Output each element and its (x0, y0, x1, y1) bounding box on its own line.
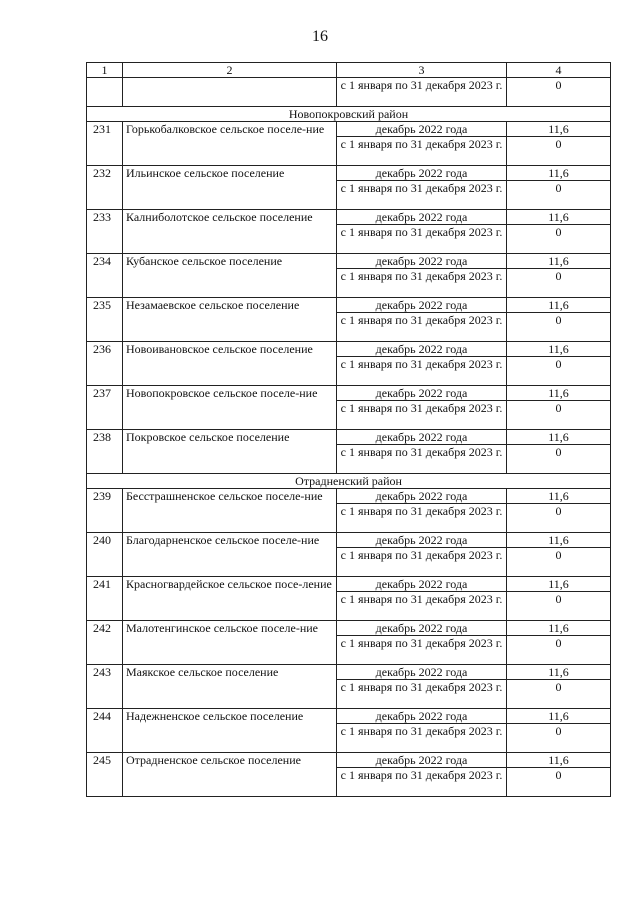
value-december-2022: 11,6 (507, 298, 611, 313)
table-row (87, 210, 611, 225)
period-december-2022: декабрь 2022 года (337, 665, 507, 680)
period-2023: с 1 января по 31 декабря 2023 г. (337, 724, 507, 753)
continuation-period: с 1 января по 31 декабря 2023 г. (337, 78, 507, 107)
settlement-name: Маякское сельское поселение (123, 665, 337, 709)
settlement-name: Надежненское сельское поселение (123, 709, 337, 753)
page-number: 16 (312, 28, 328, 45)
tariff-table (86, 62, 611, 797)
continuation-value: 0 (507, 78, 611, 107)
period-2023: с 1 января по 31 декабря 2023 г. (337, 401, 507, 430)
table-row (87, 577, 611, 592)
period-december-2022: декабрь 2022 года (337, 709, 507, 724)
row-number: 231 (87, 122, 123, 166)
period-2023: с 1 января по 31 декабря 2023 г. (337, 445, 507, 474)
value-2023: 0 (507, 225, 611, 254)
value-december-2022: 11,6 (507, 122, 611, 137)
row-number: 242 (87, 621, 123, 665)
table-row (87, 665, 611, 680)
table-row (87, 430, 611, 445)
value-december-2022: 11,6 (507, 489, 611, 504)
period-december-2022: декабрь 2022 года (337, 166, 507, 181)
value-december-2022: 11,6 (507, 430, 611, 445)
table-row (87, 386, 611, 401)
row-number: 240 (87, 533, 123, 577)
settlement-name: Красногвардейское сельское посе-ление (123, 577, 337, 621)
table-row (87, 122, 611, 137)
row-number: 234 (87, 254, 123, 298)
row-number: 244 (87, 709, 123, 753)
region-title: Отрадненский район (87, 474, 611, 489)
settlement-name: Отрадненское сельское поселение (123, 753, 337, 797)
value-december-2022: 11,6 (507, 709, 611, 724)
table-row (87, 298, 611, 313)
value-2023: 0 (507, 445, 611, 474)
row-number: 236 (87, 342, 123, 386)
value-2023: 0 (507, 269, 611, 298)
period-december-2022: декабрь 2022 года (337, 210, 507, 225)
value-2023: 0 (507, 548, 611, 577)
row-number: 232 (87, 166, 123, 210)
period-2023: с 1 января по 31 декабря 2023 г. (337, 768, 507, 797)
period-december-2022: декабрь 2022 года (337, 577, 507, 592)
header-col-1: 1 (87, 63, 123, 78)
row-number: 235 (87, 298, 123, 342)
period-2023: с 1 января по 31 декабря 2023 г. (337, 504, 507, 533)
settlement-name: Новопокровское сельское поселе-ние (123, 386, 337, 430)
table-row (87, 342, 611, 357)
settlement-name: Бесстрашненское сельское поселе-ние (123, 489, 337, 533)
period-2023: с 1 января по 31 декабря 2023 г. (337, 636, 507, 665)
period-2023: с 1 января по 31 декабря 2023 г. (337, 137, 507, 166)
settlement-name: Кубанское сельское поселение (123, 254, 337, 298)
period-december-2022: декабрь 2022 года (337, 298, 507, 313)
table-row (87, 753, 611, 768)
period-december-2022: декабрь 2022 года (337, 430, 507, 445)
value-2023: 0 (507, 768, 611, 797)
period-2023: с 1 января по 31 декабря 2023 г. (337, 269, 507, 298)
continuation-row (87, 78, 611, 107)
period-december-2022: декабрь 2022 года (337, 621, 507, 636)
settlement-name: Благодарненское сельское поселе-ние (123, 533, 337, 577)
header-col-2: 2 (123, 63, 337, 78)
row-number: 243 (87, 665, 123, 709)
value-2023: 0 (507, 313, 611, 342)
region-title: Новопокровский район (87, 107, 611, 122)
table-row (87, 709, 611, 724)
period-2023: с 1 января по 31 декабря 2023 г. (337, 357, 507, 386)
value-december-2022: 11,6 (507, 342, 611, 357)
row-number: 239 (87, 489, 123, 533)
row-number: 245 (87, 753, 123, 797)
value-2023: 0 (507, 592, 611, 621)
table-row (87, 621, 611, 636)
value-2023: 0 (507, 401, 611, 430)
value-december-2022: 11,6 (507, 254, 611, 269)
settlement-name: Малотенгинское сельское поселе-ние (123, 621, 337, 665)
row-number: 233 (87, 210, 123, 254)
settlement-name: Ильинское сельское поселение (123, 166, 337, 210)
period-2023: с 1 января по 31 декабря 2023 г. (337, 313, 507, 342)
period-december-2022: декабрь 2022 года (337, 122, 507, 137)
value-2023: 0 (507, 680, 611, 709)
settlement-name: Незамаевское сельское поселение (123, 298, 337, 342)
value-december-2022: 11,6 (507, 577, 611, 592)
period-2023: с 1 января по 31 декабря 2023 г. (337, 548, 507, 577)
period-2023: с 1 января по 31 декабря 2023 г. (337, 181, 507, 210)
period-december-2022: декабрь 2022 года (337, 533, 507, 548)
settlement-name: Покровское сельское поселение (123, 430, 337, 474)
value-2023: 0 (507, 357, 611, 386)
value-2023: 0 (507, 636, 611, 665)
value-2023: 0 (507, 724, 611, 753)
period-december-2022: декабрь 2022 года (337, 489, 507, 504)
value-december-2022: 11,6 (507, 210, 611, 225)
value-2023: 0 (507, 504, 611, 533)
period-december-2022: декабрь 2022 года (337, 342, 507, 357)
settlement-name: Калниболотское сельское поселение (123, 210, 337, 254)
row-number: 237 (87, 386, 123, 430)
value-2023: 0 (507, 181, 611, 210)
period-2023: с 1 января по 31 декабря 2023 г. (337, 680, 507, 709)
value-december-2022: 11,6 (507, 665, 611, 680)
value-december-2022: 11,6 (507, 753, 611, 768)
period-december-2022: декабрь 2022 года (337, 753, 507, 768)
table-row (87, 166, 611, 181)
settlement-name: Горькобалковское сельское поселе-ние (123, 122, 337, 166)
value-december-2022: 11,6 (507, 386, 611, 401)
header-row (87, 63, 611, 78)
period-december-2022: декабрь 2022 года (337, 254, 507, 269)
settlement-name: Новоивановское сельское поселение (123, 342, 337, 386)
table-row (87, 254, 611, 269)
period-december-2022: декабрь 2022 года (337, 386, 507, 401)
region-row (87, 474, 611, 489)
value-december-2022: 11,6 (507, 533, 611, 548)
region-row (87, 107, 611, 122)
value-december-2022: 11,6 (507, 621, 611, 636)
value-2023: 0 (507, 137, 611, 166)
header-col-4: 4 (507, 63, 611, 78)
value-december-2022: 11,6 (507, 166, 611, 181)
table-row (87, 489, 611, 504)
row-number: 241 (87, 577, 123, 621)
header-col-3: 3 (337, 63, 507, 78)
period-2023: с 1 января по 31 декабря 2023 г. (337, 225, 507, 254)
period-2023: с 1 января по 31 декабря 2023 г. (337, 592, 507, 621)
row-number: 238 (87, 430, 123, 474)
table-row (87, 533, 611, 548)
